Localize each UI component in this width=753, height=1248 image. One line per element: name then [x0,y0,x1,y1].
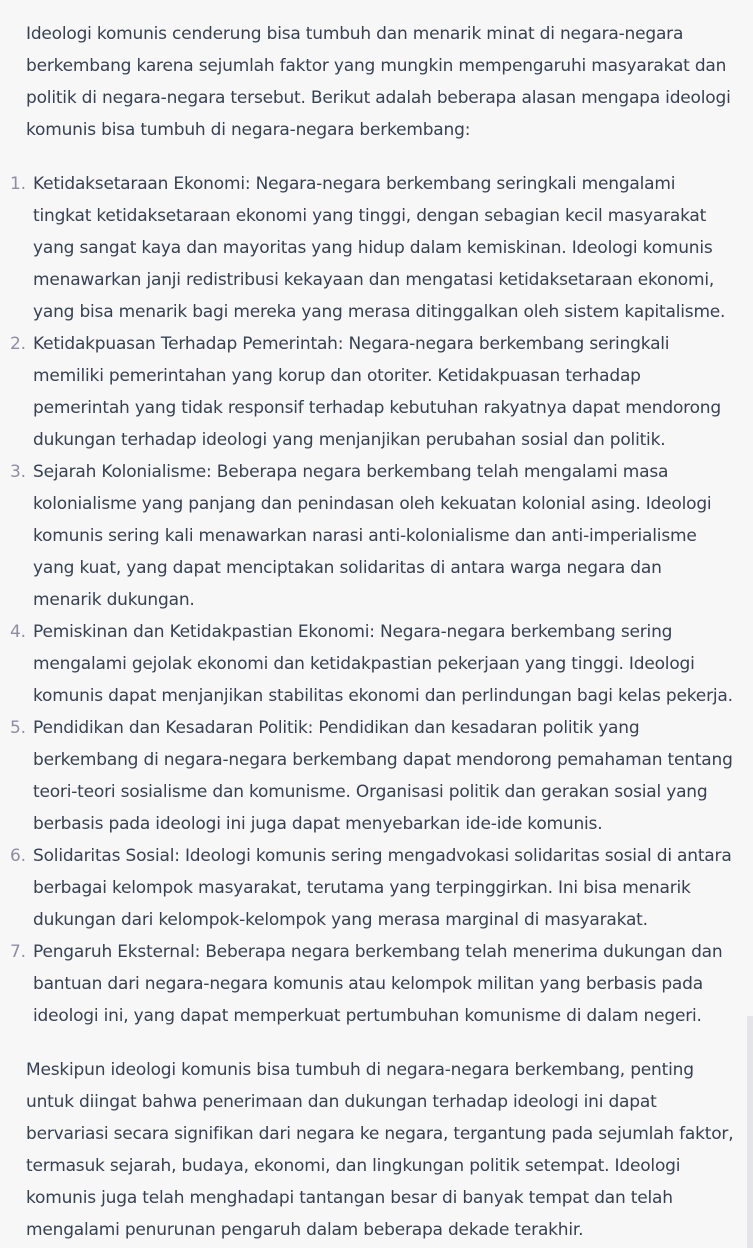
conclusion-paragraph: Meskipun ideologi komunis bisa tumbuh di negara-negara berkembang, penting untuk diingat bahwa penerimaan dan dukungan terhadap ideologi ini dapat bervariasi secara signifikan dari negara ke negara, tergantung pada sejumlah faktor, termasuk sejarah, budaya, ekonomi, dan lingkungan politik setempat. Ideologi komunis juga telah menghadapi tantangan besar di banyak tempat dan telah mengalami penurunan pengaruh dalam beberapa dekade terakhir. [26,1060,734,1240]
list-item-text: Ketidaksetaraan Ekonomi: Negara-negara berkembang seringkali mengalami tingkat ketidaksetaraan ekonomi yang tinggi, dengan sebagian kecil masyarakat yang sangat kaya dan mayoritas yang hidup dalam kemiskinan. Ideologi komunis menawarkan janji redistribusi kekayaan dan mengatasi ketidaksetaraan ekonomi, yang bisa menarik bagi mereka yang merasa ditinggalkan oleh sistem kapitalisme. [33,174,726,322]
list-item-text: Pengaruh Eksternal: Beberapa negara berkembang telah menerima dukungan dan bantuan dari negara-negara komunis atau kelompok militan yang berbasis pada ideologi ini, yang dapat memperkuat pertumbuhan komunisme di dalam negeri. [33,942,723,1026]
list-item [10,456,735,616]
list-number: 6. [10,846,26,866]
list-item-text: Ketidakpuasan Terhadap Pemerintah: Negara-negara berkembang seringkali memiliki pemerintahan yang korup dan otoriter. Ketidakpuasan terhadap pemerintah yang tidak responsif terhadap kebutuhan rakyatnya dapat mendorong dukungan terhadap ideologi yang menjanjikan perubahan sosial dan politik. [33,334,721,450]
list-item [10,712,735,840]
list-item [10,840,735,936]
list-item-text: Pemiskinan dan Ketidakpastian Ekonomi: Negara-negara berkembang sering mengalami gejolak ekonomi dan ketidakpastian pekerjaan yang tinggi. Ideologi komunis dapat menjanjikan stabilitas ekonomi dan perlindungan bagi kelas pekerja. [33,622,733,706]
list-item-text: Pendidikan dan Kesadaran Politik: Pendidikan dan kesadaran politik yang berkembang di negara-negara berkembang dapat mendorong pemahaman tentang teori-teori sosialisme dan komunisme. Organisasi politik dan gerakan sosial yang berbasis pada ideologi ini juga dapat menyebarkan ide-ide komunis. [33,718,733,834]
list-number: 2. [10,334,26,354]
list-item [10,616,735,712]
intro-paragraph: Ideologi komunis cenderung bisa tumbuh dan menarik minat di negara-negara berkembang karena sejumlah faktor yang mungkin mempengaruhi masyarakat dan politik di negara-negara tersebut. Berikut adalah beberapa alasan mengapa ideologi komunis bisa tumbuh di negara-negara berkembang: [26,24,731,140]
list-number: 5. [10,718,26,738]
list-number: 4. [10,622,26,642]
reasons-list [10,168,735,1032]
list-item [10,328,735,456]
list-number: 3. [10,462,26,482]
list-item-text: Sejarah Kolonialisme: Beberapa negara berkembang telah mengalami masa kolonialisme yang panjang dan penindasan oleh kekuatan kolonial asing. Ideologi komunis sering kali menawarkan narasi anti-kolonialisme dan anti-imperialisme yang kuat, yang dapat menciptakan solidaritas di antara warga negara dan menarik dukungan. [33,462,712,610]
list-item [10,168,735,328]
list-item [10,936,735,1032]
list-item-text: Solidaritas Sosial: Ideologi komunis sering mengadvokasi solidaritas sosial di antara berbagai kelompok masyarakat, terutama yang terpinggirkan. Ini bisa menarik dukungan dari kelompok-kelompok yang merasa marginal di masyarakat. [33,846,732,930]
scrollbar[interactable] [747,1016,753,1248]
list-number: 1. [10,174,26,194]
list-number: 7. [10,942,26,962]
